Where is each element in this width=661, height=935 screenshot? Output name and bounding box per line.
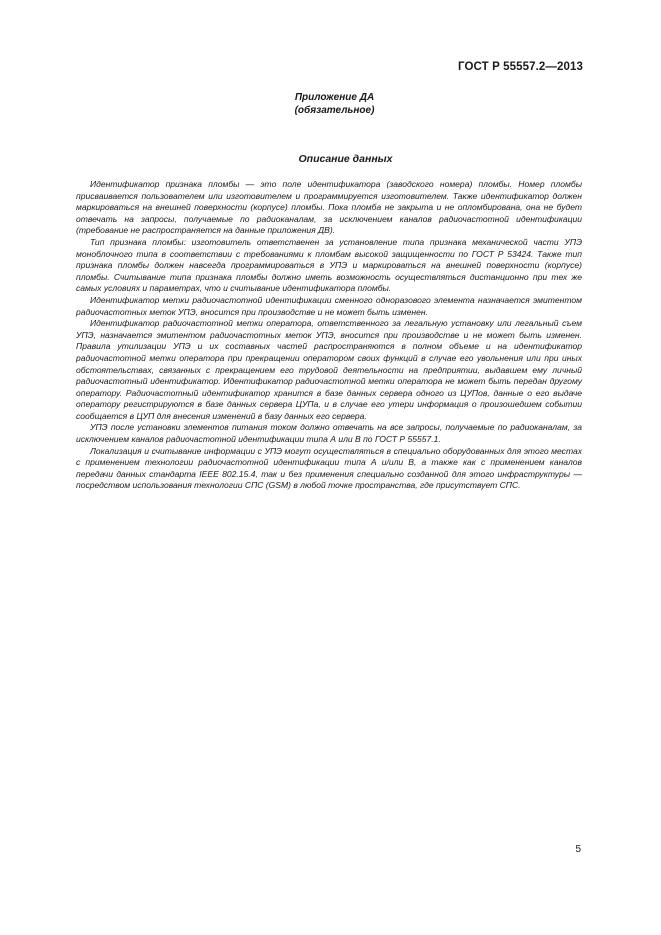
page-number: 5 xyxy=(575,844,581,855)
paragraph: Локализация и считывание информации с УПЭ могут осуществляться в специально оборудованных для этого местах с применением технологии радиочастотной идентификации типа А и/или В, а также как с применением каналов передачи данных стандарта IEEE 802.15.4, так и без применения специально созданной для этого инфраструктуры — посредством использования технологии СПС (GSM) в любой точке пространства, где присутствует СПС. xyxy=(76,445,582,491)
paragraph: Идентификатор радиочастотной метки оператора, ответственного за легальную установку или легальный съем УПЭ, назначается эмитентом радиочастотных меток УПЭ, вносится при производстве и не может быть изменен. Правила утилизации УПЭ и их составных частей распространяются в полном объеме и на идентификатор радиочастотной метки оператора при прекращении оператором своих функций в случае его увольнения или при иных обстоятельствах, связанных с прекращением его трудовой деятельности на предприятии, выдавшем ему личный радиочастотный идентификатор. Идентификатор радиочастотной метки оператора не может быть передан другому оператору. Радиочастотный идентификатор хранится в базе данных сервера одного из ЦУПов, данные о его выдаче оператору регистрируются в базе данных сервера ЦУПа, и в случае его утери информация о произошедшем событии сообщается в ЦУП для внесения изменений в базу данных его сервера. xyxy=(76,318,582,421)
document-header xyxy=(458,61,583,73)
annex-status: (обязательное) xyxy=(294,105,375,116)
paragraph: Идентификатор метки радиочастотной идентификации сменного одноразового элемента назначается эмитентом радиочастотных меток УПЭ, вносится при производстве и не может быть изменен. xyxy=(76,294,582,317)
annex-heading xyxy=(0,91,661,117)
standard-number: ГОСТ Р 55557.2—2013 xyxy=(458,61,583,73)
annex-title: Приложение ДА xyxy=(294,92,375,103)
body-text xyxy=(76,179,582,492)
paragraph: УПЭ после установки элементов питания током должно отвечать на все запросы, получаемые по радиоканалам, за исключением каналов радиочастотной идентификации типа А или В по ГОСТ Р 55557.1. xyxy=(76,422,582,445)
paragraph: Тип признака пломбы: изготовитель ответственен за установление типа признака механической части УПЭ моноблочного типа в соответствии с требованиями к пломбам высокой защищенности по ГОСТ Р 53424. Также тип признака пломбы должен навсегда программироваться в УПЭ и маркироваться на внешней поверхности (корпусе) пломбы. Считывание типа признака пломбы должно иметь возможность осуществляться дистанционно при тех же самых условиях и параметрах, что и считывание идентификатора пломбы. xyxy=(76,236,582,294)
section-title: Описание данных xyxy=(298,153,393,165)
paragraph: Идентификатор признака пломбы — это поле идентификатора (заводского номера) пломбы. Номер пломбы присваивается пользователем или изготовителем и программируется изготовителем. Также идентификатор должен маркироваться на внешней поверхности (корпусе) пломбы. Пока пломба не закрыта и не опломбирована, она не будет отвечать на запросы, получаемые по радиоканалам, за исключением каналов радиочастотной идентификации (требование не распространяется на данные приложения ДВ). xyxy=(76,179,582,236)
